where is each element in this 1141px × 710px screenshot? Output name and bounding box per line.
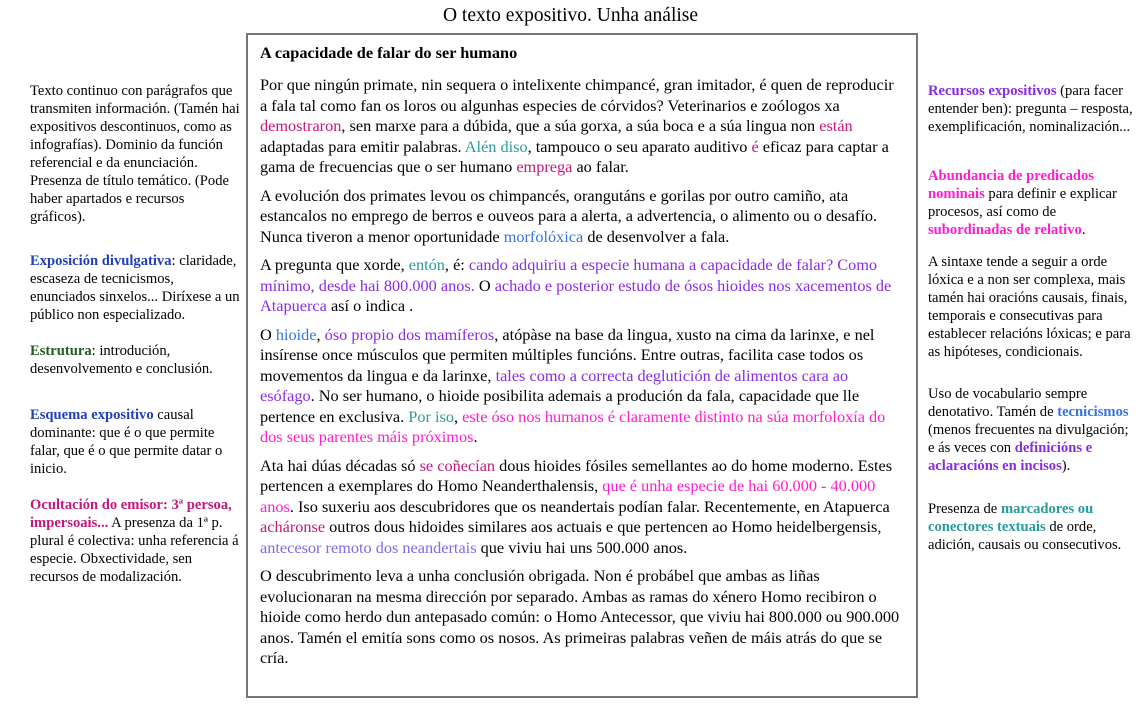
right-note-sintaxe: A sintaxe tende a seguir a orde lóxica e a non ser complexa, mais tamén hai oracións causais, finais, temporais e consecutivas para establecer relacións lóxicas; e para as hipóteses, condicionais. — [928, 254, 1131, 360]
right-note-marcadores: Presenza de marcadores ou conectores textuais de orde, adición, causais ou consecutivos. — [928, 501, 1122, 553]
article-paragraph-5: Ata hai dúas décadas só se coñecían dous hioides fósiles semellantes ao do home moderno. Estes pertencen a exemplares do Homo Neanderthalensis, que é unha especie de hai 60.000 - 40.000 anos. Iso suxeriu aos descubridores que os neandertais podían falar. Recentemente, en Atapuerca acháronse outros dous hidoides similares aos actuais e que pertencen ao Homo heidelbergensis, antecesor remoto dos neandertais que viviu hai uns 500.000 anos. — [260, 455, 893, 557]
left-note-estrutura: Estrutura: introdución, desenvolvemento e conclusión. — [30, 343, 213, 377]
article-paragraph-1: Por que ningún primate, nin sequera o intelixente chimpancé, gran imitador, é quen de reproducir a fala tal como fan os loros ou algunhas especies de córvidos? Veterinarios e zoólogos xa demostraron, sen marxe para a dúbida, que a súa gorxa, a súa boca e a súa lingua non están adaptadas para emitir palabras. Alén diso, tampouco o seu aparato auditivo é eficaz para captar a gama de frecuencias que o ser humano emprega ao falar. — [260, 75, 894, 176]
left-annotations-column — [30, 82, 242, 586]
page-title: O texto expositivo. Unha análise — [442, 5, 699, 26]
article-heading: A capacidade de falar do ser humano — [260, 43, 518, 62]
right-annotations-column — [928, 82, 1138, 554]
left-note-text-features: Texto continuo con parágrafos que transmiten información. (Tamén hai expositivos descontinuos, como as infografías). Dominio da función referencial e da enunciación. Presenza de título temático. (Pode haber apartados e recursos gráficos). — [30, 83, 240, 225]
article-paragraph-3: A pregunta que xorde, entón, é: cando adquiriu a especie humana a capacidade de falar? Como mínimo, desde hai 800.000 anos. O achado e posterior estudo de ósos hioides nos xacementos de Atapuerca así o indica . — [260, 255, 892, 315]
main-text-box — [246, 33, 918, 698]
article-paragraph-2: A evolución dos primates levou os chimpancés, orangutáns e gorilas por outro camiño, ata estancalos no emprego de berros e ouveos para a alerta, a advertencia, o alimento ou o desafío. Nunca tiveron a menor oportunidade morfolóxica de desenvolver a fala. — [260, 185, 878, 246]
left-note-ocultacion-emisor: Ocultación do emisor: 3ª persoa, impersoais... A presenza da 1ª p. plural é colectiva: unha referencia á especie. Obxectividade, sen recursos de modalización. — [30, 497, 239, 585]
right-note-vocabulario: Uso de vocabulario sempre denotativo. Tamén de tecnicismos (menos frecuentes na divulgación; e ás veces con definicións e aclaracións en incisos). — [928, 386, 1129, 474]
right-note-recursos: Recursos expositivos (para facer entender ben): pregunta – resposta, exemplificación, nominalización... — [928, 83, 1133, 135]
article-paragraph-6: O descubrimento leva a unha conclusión obrigada. Non é probábel que ambas as liñas evolucionaran na mesma dirección por separado. Ambas as ramas do xénero Homo recibiron o hioide como herdo dun antepasado común: o Homo Antecessor, que viviu hai 800.000 ou 900.000 anos. Tamén el emitía sons como os nosos. As primeiras palabras veñen de máis atrás do que se cría. — [260, 566, 900, 667]
left-note-exposicion: Exposición divulgativa: claridade, escaseza de tecnicismos, enunciados sinxelos... Diríxese a un público non especializado. — [30, 253, 240, 323]
left-note-esquema: Esquema expositivo causal dominante: que é o que permite falar, que é o que permite datar o inicio. — [30, 407, 223, 477]
right-note-predicados: Abundancia de predicados nominais para definir e explicar procesos, así como de subordinadas de relativo. — [928, 168, 1117, 238]
article-paragraph-4: O hioide, óso propio dos mamíferos, atópàse na base da lingua, xusto na cima da larinxe, e nel insírense once músculos que permiten múltiples funcións. Entre outras, facilita case todos os movementos da lingua e da larinxe, tales como a correcta deglutición de alimentos cara ao esófago. No ser humano, o hioide posibilita ademais a produción da fala, capacidade que lle pertence en exclusiva. Por iso, este óso nos humanos é claramente distinto na súa morfoloxía do dos seus parentes máis próximos. — [260, 324, 886, 446]
